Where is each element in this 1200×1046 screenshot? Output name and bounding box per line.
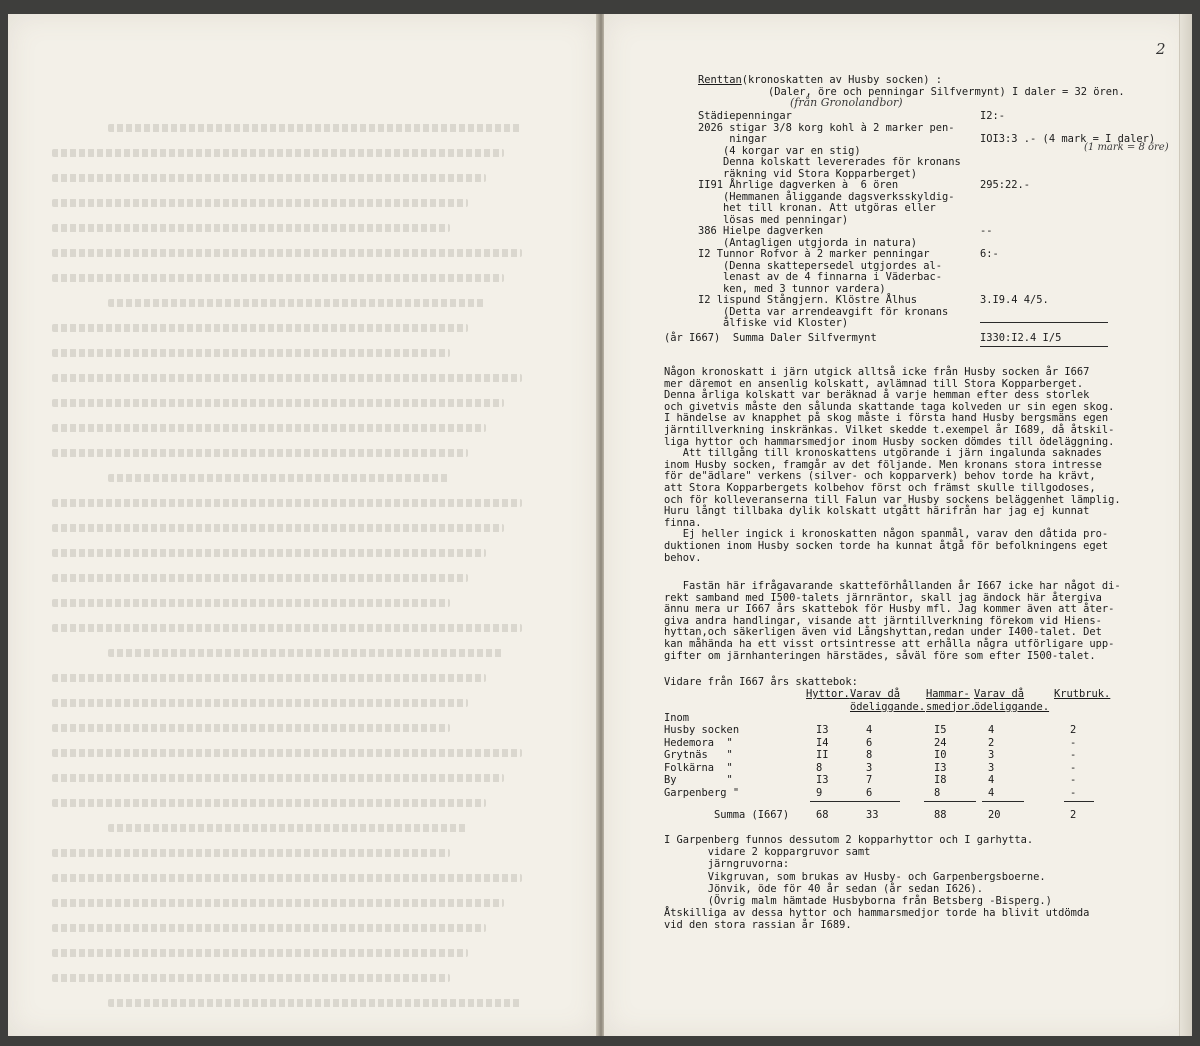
paragraph-line: Huru långt tillbaka dylik kolskatt utgått härifrån har jag ej kunnat — [664, 505, 1090, 518]
paragraph-line: Ej heller ingick i kronoskatten någon spanmål, varav den dåtida pro- — [664, 528, 1109, 541]
table-cell-hyttor-ode: 8 — [866, 749, 873, 762]
bleed-through-line — [52, 949, 468, 957]
sheet-edge — [1179, 14, 1192, 1036]
closing-line: Jönvik, öde för 40 år sedan (år sedan I626). — [664, 882, 984, 895]
sum-rule — [980, 322, 1108, 323]
table-inom-label: Inom — [664, 712, 690, 724]
paragraph-line: liga hyttor och hammarsmedjor inom Husby socken dömdes till ödeläggning. — [664, 435, 1115, 448]
paragraph-line: järntillverkning inskränkas. Vilket skedde t.exempel år I689, då åtskil- — [664, 424, 1115, 436]
closing-line: I Garpenberg funnos dessutom 2 kopparhyttor och I garhytta. — [664, 834, 1034, 846]
closing-line: vidare 2 koppargruvor samt — [664, 846, 871, 859]
rent-line-amount: 295:22.- — [980, 179, 1031, 191]
rent-line-text: (4 korgar var en stig) — [698, 144, 861, 157]
paragraph-line: rekt samband med I500-talets järnräntor, skall jag ändock här återgiva — [664, 591, 1102, 604]
rent-heading-title: Renttan — [698, 74, 742, 86]
paragraph-line: behov. — [664, 551, 702, 564]
closing-line: vid den stora rassian år I689. — [664, 919, 852, 932]
table-sum-hammar-ode: 20 — [988, 809, 1001, 821]
rent-line-text: I2 Tunnor Rofvor à 2 marker penningar — [698, 248, 930, 260]
bleed-through-line — [52, 349, 450, 357]
table-sum-hyttor-ode: 33 — [866, 809, 879, 821]
rent-line-text: (Antagligen utgjorda in natura) — [698, 236, 917, 249]
table-sum-rule — [982, 801, 1024, 802]
table-row-place: Hedemora " — [664, 736, 733, 749]
paragraph-line: att Stora Kopparbergets kolbehov först och främst skulle tillgodoses, — [664, 482, 1096, 494]
bleed-through-line — [52, 724, 450, 732]
paragraph-line: Fastän här ifrågavarande skatteförhållanden år I667 icke har något di- — [664, 580, 1121, 592]
rent-line-text: ken, med 3 tunnor vardera) — [698, 282, 886, 295]
closing-line: järngruvorna: — [664, 858, 790, 871]
table-cell-krut: - — [1070, 761, 1077, 774]
paragraph-line: ännu mera ur I667 års skattebok för Husby mfl. Jag kommer även att åter- — [664, 603, 1115, 616]
left-page — [8, 14, 598, 1036]
table-cell-hyttor: I3 — [816, 724, 829, 736]
right-page — [604, 14, 1192, 1036]
bleed-through-line — [52, 249, 522, 257]
table-header: Varav då ödeliggande. — [974, 688, 1050, 713]
table-header: Krutbruk. — [1054, 688, 1111, 700]
table-cell-hyttor: I3 — [816, 774, 829, 787]
rent-line-text: het till kronan. Att utgöras eller — [698, 202, 936, 214]
paragraph-line: och givetvis måste den sålunda skattande taga kolveden ur sin egen skog. — [664, 400, 1115, 413]
paragraph-line: gifter om järnhanteringen härstädes, såväl före som efter I500-talet. — [664, 649, 1096, 662]
bleed-through-line — [52, 774, 504, 782]
table-sum-label: Summa (I667) — [714, 809, 790, 821]
table-cell-hyttor: 8 — [816, 761, 823, 774]
table-cell-hyttor-ode: 3 — [866, 761, 873, 774]
paragraph-line: Någon kronoskatt i järn utgick alltså icke från Husby socken år I667 — [664, 366, 1090, 378]
paragraph-line: giva andra handlingar, visande att järntillverkning förekom vid Hiens- — [664, 614, 1102, 627]
table-cell-hammar: I0 — [934, 749, 947, 762]
rent-line-text: (Denna skattepersedel utgjordes al- — [698, 259, 942, 272]
paragraph-line: och för kolleveranserna till Falun var Husby sockens beläggenhet lämplig. — [664, 493, 1121, 506]
paragraph-line: kan måhända ha ett visst ortsintresse att erhålla några utförligare upp- — [664, 638, 1115, 650]
paragraph-line: för de"ädlare" verkens (silver- och kopparverk) behov torde ha krävt, — [664, 470, 1096, 483]
rent-line-amount: I2:- — [980, 110, 1006, 122]
rent-heading-sub: (Daler, öre och penningar Silfvermynt) I daler = 32 ören. — [768, 86, 1125, 98]
bleed-through-line — [52, 674, 486, 682]
rent-line-amount: 3.I9.4 4/5. — [980, 294, 1049, 306]
bleed-through-line — [52, 574, 468, 582]
rent-sum-value: I330:I2.4 I/5 — [980, 332, 1062, 344]
paragraph-line: mer däremot en ansenlig kolskatt, avlämnad till Stora Kopparberget. — [664, 377, 1084, 390]
bleed-through-line — [52, 699, 468, 707]
bleed-through-line — [52, 549, 486, 557]
rent-sum-label: (år I667) Summa Daler Silfvermynt — [664, 332, 877, 344]
table-cell-krut: - — [1070, 787, 1077, 799]
table-cell-krut: 2 — [1070, 724, 1077, 736]
table-cell-hammar-ode: 3 — [988, 749, 995, 762]
table-cell-krut: - — [1070, 749, 1077, 762]
paragraph-line: I händelse av knapphet på skog måste i första hand Husby bergsmäns egen — [664, 412, 1109, 425]
bleed-through-line — [52, 749, 522, 757]
table-header: Varav då ödeliggande. — [850, 688, 926, 713]
bleed-through-line — [108, 824, 468, 832]
bleed-through-line — [108, 299, 486, 307]
page-number: 2 — [1156, 40, 1166, 58]
rent-line-text: lenast av de 4 finnarna i Väderbac- — [698, 271, 942, 283]
closing-line: (Övrig malm hämtade Husbyborna från Betsberg -Bisperg.) — [664, 895, 1052, 907]
closing-line: Åtskilliga av dessa hyttor och hammarsmedjor torde ha blivit utdömda — [664, 907, 1090, 920]
rent-line-text: ningar — [698, 133, 767, 145]
table-cell-hammar-ode: 4 — [988, 724, 995, 736]
rent-line-text: 2026 stigar 3/8 korg kohl à 2 marker pen- — [698, 121, 955, 134]
bleed-through-line — [52, 324, 468, 332]
bleed-through-line — [52, 849, 450, 857]
rent-heading — [698, 74, 942, 87]
bleed-through-line — [52, 624, 522, 632]
rent-line-text: (Detta var arrendeavgift för kronans — [698, 305, 949, 318]
table-cell-hammar-ode: 4 — [988, 787, 995, 799]
paragraph-line: Denna årliga kolskatt var beräknad å varje hemman efter dess storlek — [664, 389, 1090, 402]
rent-line-text: Städiepenningar — [698, 110, 792, 122]
closing-line: Vikgruvan, som brukas av Husby- och Garpenbergsboerne. — [664, 870, 1046, 883]
bleed-through-line — [52, 224, 450, 232]
sum-rule-bottom — [980, 346, 1108, 347]
bleed-through-line — [52, 149, 504, 157]
table-intro: Vidare från I667 års skattebok: — [664, 676, 858, 688]
rent-line-text: lösas med penningar) — [698, 213, 849, 226]
rent-line-text: II91 Åhrlige dagverken à 6 ören — [698, 179, 899, 191]
paragraph-line: Att tillgång till kronoskattens utgörande i järn ingalunda saknades — [664, 447, 1102, 460]
table-sum-rule — [1064, 801, 1094, 802]
paragraph-line: hyttan,och säkerligen även vid Långshyttan,redan under I400-talet. Det — [664, 626, 1102, 639]
rent-line-text: Denna kolskatt levererades för kronans — [698, 156, 961, 168]
rent-line-amount: 6:- — [980, 248, 999, 260]
bleed-through-line — [52, 799, 486, 807]
bleed-through-line — [52, 199, 468, 207]
table-row-place: Husby socken — [664, 724, 740, 736]
rent-line-amount: -- — [980, 225, 993, 237]
table-sum-rule — [860, 801, 900, 802]
table-cell-hammar-ode: 2 — [988, 736, 995, 749]
table-row-place: Garpenberg " — [664, 787, 740, 799]
document-spread — [8, 14, 1192, 1036]
table-header: Hyttor. — [806, 688, 850, 700]
bleed-through-line — [52, 374, 522, 382]
bleed-through-line — [52, 424, 486, 432]
rent-heading-rest: (kronoskatten av Husby socken) : — [741, 74, 942, 86]
bleed-through-line — [52, 449, 468, 457]
table-cell-hyttor-ode: 6 — [866, 736, 873, 749]
table-row-place: Folkärna " — [664, 761, 733, 774]
paragraph-line: duktionen inom Husby socken torde ha kunnat åtgå för befolkningens eget — [664, 540, 1109, 552]
table-cell-hyttor: I4 — [816, 736, 829, 749]
handwritten-note-mark: (1 mark = 8 öre) — [1084, 142, 1169, 153]
bleed-through-line — [52, 274, 504, 282]
table-cell-hyttor-ode: 7 — [866, 774, 873, 787]
bleed-through-line — [108, 999, 522, 1007]
paragraph-line: finna. — [664, 516, 702, 529]
rent-line-text: 386 Hielpe dagverken — [698, 225, 824, 237]
table-cell-hammar: I8 — [934, 774, 947, 787]
bleed-through-line — [52, 899, 504, 907]
table-sum-hyttor: 68 — [816, 809, 829, 821]
table-cell-hammar: I3 — [934, 761, 947, 774]
table-cell-hyttor-ode: 4 — [866, 724, 873, 736]
rent-line-text: ålfiske vid Kloster) — [698, 317, 849, 329]
table-cell-krut: - — [1070, 774, 1077, 787]
table-sum-hammar: 88 — [934, 809, 947, 821]
table-cell-hammar: 24 — [934, 736, 947, 749]
table-cell-hyttor: II — [816, 749, 829, 762]
rent-line-amount: IOI3:3 .- (4 mark = I daler) — [980, 133, 1156, 145]
table-cell-hammar: I5 — [934, 724, 947, 736]
table-sum-rule — [810, 801, 860, 802]
table-row-place: Grytnäs " — [664, 749, 733, 762]
bleed-through-line — [108, 474, 450, 482]
table-cell-hammar-ode: 4 — [988, 774, 995, 787]
bleed-through-line — [52, 524, 504, 532]
table-cell-hyttor: 9 — [816, 787, 823, 799]
rent-line-text: (Hemmanen åliggande dagsverksskyldig- — [698, 190, 955, 203]
paragraph-line: inom Husby socken, framgår av det följande. Men kronans stora intresse — [664, 458, 1102, 471]
bleed-through-line — [52, 924, 486, 932]
bleed-through-line — [52, 499, 522, 507]
table-cell-hammar-ode: 3 — [988, 761, 995, 774]
handwritten-note-stadgepenningar: (från Gronolandbor) — [790, 96, 903, 109]
table-header: Hammar- smedjor. — [926, 688, 977, 713]
bleed-through-line — [108, 649, 504, 657]
table-cell-hammar: 8 — [934, 787, 941, 799]
table-cell-krut: - — [1070, 736, 1077, 749]
bleed-through-line — [52, 399, 504, 407]
table-sum-krut: 2 — [1070, 809, 1077, 821]
bleed-through-line — [52, 174, 486, 182]
table-row-place: By " — [664, 774, 733, 787]
rent-line-text: räkning vid Stora Kopparberget) — [698, 167, 917, 180]
bleed-through-line — [52, 874, 522, 882]
bleed-through-line — [52, 599, 450, 607]
bleed-through-line — [52, 974, 450, 982]
table-cell-hyttor-ode: 6 — [866, 787, 873, 799]
bleed-through-line — [108, 124, 522, 132]
rent-line-text: I2 lispund Stångjern. Klöstre Ålhus — [698, 294, 917, 306]
table-sum-rule — [924, 801, 976, 802]
